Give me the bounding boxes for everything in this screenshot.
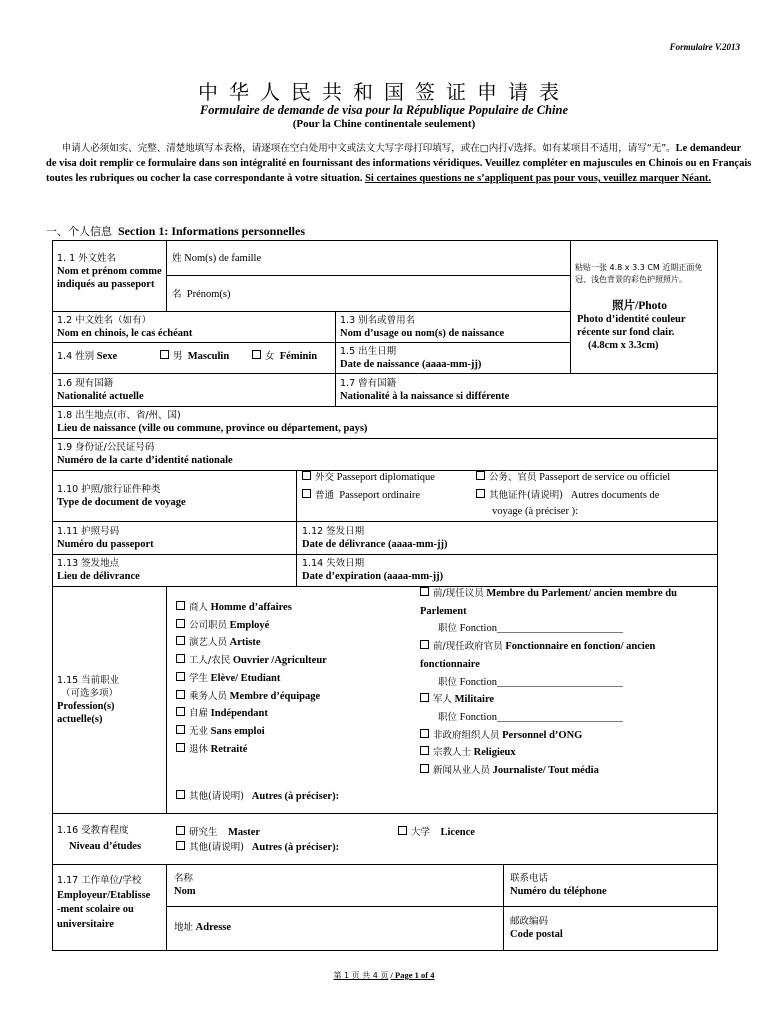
field-1-17-label: 1.17 工作单位/学校 Employeur/Etablisse -ment scolaire ou universitaire bbox=[57, 875, 151, 930]
field-1-3[interactable]: 1.3 别名或曾用名 Nom d’usage ou nom(s) de naissance bbox=[340, 315, 505, 339]
education-licence-option[interactable]: 大学 Licence bbox=[398, 826, 475, 839]
page-footer bbox=[0, 970, 768, 981]
field-1-10-label: 1.10 护照/旅行证件种类 Type de document de voyage bbox=[57, 484, 186, 508]
checkbox[interactable] bbox=[176, 707, 185, 716]
field-1-11[interactable]: 1.11 护照号码 Numéro du passeport bbox=[57, 526, 154, 550]
checkbox[interactable] bbox=[176, 601, 185, 610]
checkbox[interactable] bbox=[176, 672, 185, 681]
field-1-6[interactable]: 1.6 现有国籍 Nationalité actuelle bbox=[57, 378, 144, 402]
occupation-option[interactable]: 公司职员 Employé bbox=[176, 617, 327, 635]
field-1-1-label: 1. 1 外文姓名 Nom et prénom comme indiqués au passeport bbox=[57, 253, 162, 290]
checkbox[interactable] bbox=[420, 693, 429, 702]
checkbox[interactable] bbox=[420, 764, 429, 773]
field-1-9[interactable]: 1.9 身份证/公民证号码 Numéro de la carte d’identité nationale bbox=[57, 442, 233, 466]
education-master-option[interactable]: 研究生 Master bbox=[176, 826, 260, 839]
position-field[interactable]: 职位 Fonction________________________ bbox=[438, 623, 623, 635]
occupation-option[interactable]: 自雇 Indépendant bbox=[176, 705, 327, 723]
occupation-option[interactable]: 军人 Militaire bbox=[420, 691, 677, 709]
occupation-option[interactable]: 无业 Sans emploi bbox=[176, 723, 327, 741]
checkbox[interactable] bbox=[420, 640, 429, 649]
occupation-option[interactable]: 新闻从业人员 Journaliste/ Tout média bbox=[420, 762, 677, 780]
field-1-4-label: 1.4 性别 Sexe bbox=[57, 351, 118, 362]
checkbox[interactable] bbox=[302, 471, 311, 480]
checkbox[interactable] bbox=[176, 790, 185, 799]
occupation-option[interactable]: 工人/农民 Ouvrier /Agriculteur bbox=[176, 652, 327, 670]
checkbox[interactable] bbox=[176, 619, 185, 628]
occupation-option[interactable]: 前/现任政府官员 Fonctionnaire en fonction/ ancien bbox=[420, 638, 677, 656]
employer-postal-field[interactable]: 邮政编码 Code postal bbox=[510, 916, 563, 940]
field-1-2[interactable]: 1.2 中文姓名（如有） Nom en chinois, le cas échéant bbox=[57, 315, 193, 339]
occupation-option[interactable]: 演艺人员 Artiste bbox=[176, 634, 327, 652]
employer-address-field[interactable]: 地址 Adresse bbox=[174, 922, 232, 933]
checkbox[interactable] bbox=[176, 743, 185, 752]
field-1-15-label: 1.15 当前职业 （可选多项） Profession(s) actuelle(s) bbox=[57, 675, 120, 725]
sex-female-option[interactable]: 女 Féminin bbox=[252, 350, 317, 363]
photo-instructions-chinese: 粘贴一张 4.8 x 3.3 CM 近期正面免冠、浅色背景的彩色护照照片。 bbox=[575, 263, 703, 284]
checkbox[interactable] bbox=[176, 636, 185, 645]
field-1-16-label: 1.16 受教育程度 Niveau d’études bbox=[57, 825, 142, 852]
instructions-french: Le demandeur de visa doit remplir ce formulaire dans son intégralité en fournissant des informations véridiques. Veuillez compléter en majuscules en Chinois ou en Français toutes les rubriques ou cocher la case correspondante à votre situation. bbox=[46, 143, 752, 184]
section-heading-chinese: 一、个人信息 bbox=[46, 225, 112, 238]
employer-name-field[interactable]: 名称 Nom bbox=[174, 873, 196, 897]
checkbox[interactable] bbox=[420, 746, 429, 755]
footer-page-chinese: 第 1 页 共 4 页 bbox=[333, 971, 389, 980]
title-chinese: 中华人民共和国签证申请表 bbox=[198, 80, 570, 104]
sex-male-option[interactable]: 男 Masculin bbox=[160, 350, 229, 363]
field-1-7[interactable]: 1.7 曾有国籍 Nationalité à la naissance si différente bbox=[340, 378, 510, 402]
occupation-option[interactable]: 非政府组织人员 Personnel d’ONG bbox=[420, 727, 677, 745]
position-field[interactable]: 职位 Fonction________________________ bbox=[438, 676, 623, 688]
passport-diplomatic-option[interactable]: 外交 Passeport diplomatique bbox=[302, 471, 435, 484]
title-french: Formulaire de demande de visa pour la République Populaire de Chine bbox=[199, 103, 569, 117]
passport-ordinary-option[interactable]: 普通 Passeport ordinaire bbox=[302, 489, 420, 502]
occupation-option[interactable]: 前/现任议员 Membre du Parlement/ ancien membre du bbox=[420, 585, 677, 603]
footer-page-french: / Page 1 of 4 bbox=[390, 970, 435, 980]
checkbox[interactable] bbox=[476, 471, 485, 480]
checkbox[interactable] bbox=[176, 690, 185, 699]
employer-phone-field[interactable]: 联系电话 Numéro du téléphone bbox=[510, 873, 607, 897]
title-subtitle: (Pour la Chine continentale seulement) bbox=[292, 118, 476, 130]
checkbox[interactable] bbox=[176, 841, 185, 850]
field-1-13[interactable]: 1.13 签发地点 Lieu de délivrance bbox=[57, 558, 140, 582]
occupation-other-option[interactable]: 其他(请说明) Autres (à préciser): bbox=[176, 790, 339, 803]
instructions-french-underlined: Si certaines questions ne s’appliquent pas pour vous, veuillez marquer Néant. bbox=[365, 173, 712, 184]
photo-description: Photo d’identité couleur récente sur fond clair. bbox=[577, 314, 686, 338]
checkbox[interactable] bbox=[302, 489, 311, 498]
education-other-option[interactable]: 其他(请说明) Autres (à préciser): bbox=[176, 841, 339, 854]
checkbox[interactable] bbox=[160, 350, 169, 359]
photo-size: (4.8cm x 3.3cm) bbox=[588, 340, 659, 351]
occupation-option[interactable]: 商人 Homme d’affaires bbox=[176, 599, 327, 617]
checkbox[interactable] bbox=[176, 826, 185, 835]
checkbox[interactable] bbox=[398, 826, 407, 835]
field-1-5[interactable]: 1.5 出生日期 Date de naissance (aaaa-mm-jj) bbox=[340, 346, 482, 370]
section-heading-french: Section 1: Informations personnelles bbox=[118, 224, 305, 238]
checkbox[interactable] bbox=[176, 654, 185, 663]
passport-other-option[interactable]: 其他证件(请说明) Autres documents de bbox=[476, 489, 659, 502]
checkbox[interactable] bbox=[420, 587, 429, 596]
checkbox[interactable] bbox=[476, 489, 485, 498]
photo-title: 照片/Photo bbox=[612, 300, 667, 312]
passport-service-option[interactable]: 公务、官员 Passeport de service ou officiel bbox=[476, 471, 670, 484]
field-1-8[interactable]: 1.8 出生地点(市、省/州、国) Lieu de naissance (ville ou commune, province ou département, pays) bbox=[57, 410, 368, 434]
surname-field[interactable]: 姓 Nom(s) de famille bbox=[172, 253, 262, 264]
given-name-field[interactable]: 名 Prénom(s) bbox=[172, 289, 231, 300]
occupation-list-left bbox=[176, 599, 327, 758]
occupation-option[interactable]: 乘务人员 Membre d’équipage bbox=[176, 688, 327, 706]
position-field[interactable]: 职位 Fonction________________________ bbox=[438, 711, 623, 723]
checkbox[interactable] bbox=[252, 350, 261, 359]
occupation-list-right bbox=[420, 585, 677, 780]
field-1-14[interactable]: 1.14 失效日期 Date d’expiration (aaaa-mm-jj) bbox=[302, 558, 444, 582]
passport-other-continued: voyage (à préciser ): bbox=[492, 506, 578, 517]
checkbox[interactable] bbox=[176, 725, 185, 734]
occupation-continued: fonctionnaire bbox=[420, 658, 480, 670]
occupation-option[interactable]: 退休 Retraité bbox=[176, 741, 327, 759]
form-version: Formulaire V.2013 bbox=[669, 42, 740, 52]
field-1-12[interactable]: 1.12 签发日期 Date de délivrance (aaaa-mm-jj) bbox=[302, 526, 448, 550]
occupation-option[interactable]: 宗教人士 Religieux bbox=[420, 744, 677, 762]
checkbox[interactable] bbox=[420, 729, 429, 738]
occupation-continued: Parlement bbox=[420, 605, 467, 617]
occupation-option[interactable]: 学生 Elève/ Etudiant bbox=[176, 670, 327, 688]
instructions-chinese: 申请人必须如实、完整、清楚地填写本表格，请逐项在空白处用中文或法文大写字母打印填写，或在□内打√选择。如有某项目不适用，请写“无”。 bbox=[61, 143, 676, 154]
